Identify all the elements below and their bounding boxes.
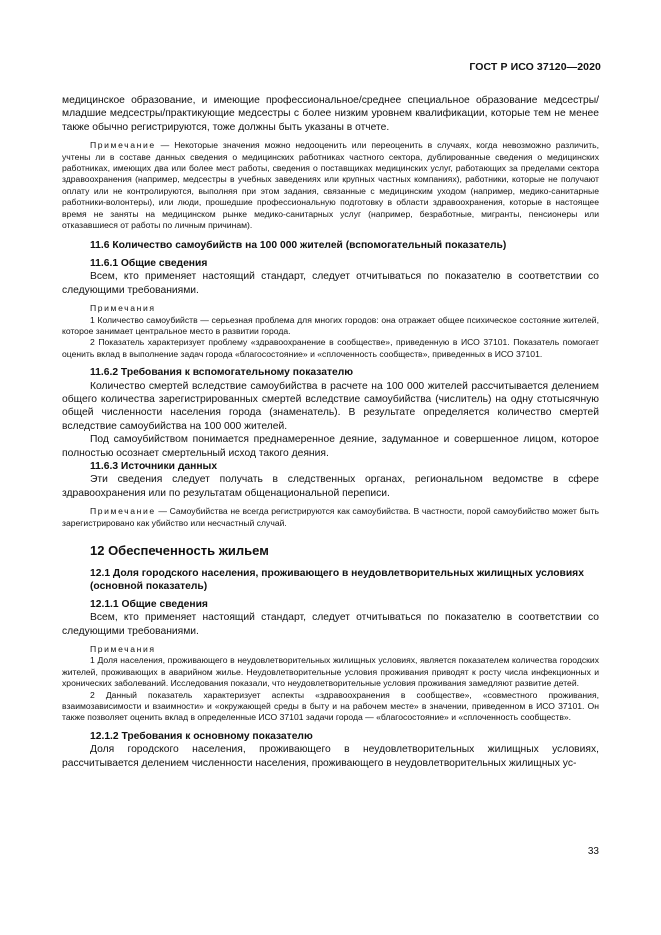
section-11-6-1-paragraph: Всем, кто применяет настоящий стандарт, следует отчитываться по показателю в соответствии со следующими требованиями.: [62, 271, 599, 296]
note-text: — Самоубийства не всегда регистрируются как самоубийства. В частности, порой самоубийство может быть зарегистрировано как убийство или несчастный случай.: [62, 506, 599, 528]
section-12-1-heading: 12.1 Доля городского населения, проживающего в неудовлетворительных жилищных условиях (основной показатель): [90, 568, 584, 593]
intro-paragraph: медицинское образование, и имеющие профессиональное/среднее специальное образование медсестры/младшие медсестры/практикующие медсестры с более низким уровнем квалификации, которые тем не менее также обычно регистрируются, тоже должны быть указаны в отчете.: [62, 95, 599, 133]
section-11-6-3-paragraph: Эти сведения следует получать в следственных органах, региональном ведомстве в сфере здравоохранения или по результатам общенациональной переписи.: [62, 474, 599, 499]
section-11-6-1-heading: 11.6.1 Общие сведения: [90, 257, 208, 269]
section-12-heading: 12 Обеспеченность жильем: [90, 543, 269, 558]
standard-header: ГОСТ Р ИСО 37120—2020: [469, 61, 601, 73]
note-label: Примечание: [90, 506, 156, 517]
notes-label: Примечания: [90, 303, 156, 314]
note-11-6-1-1: 1 Количество самоубийств — серьезная проблема для многих городов: она отражает общее психическое состояние жителей, которое занимает центральное место в развитии города.: [62, 314, 599, 336]
section-12-1-1-heading: 12.1.1 Общие сведения: [90, 598, 208, 610]
note-11-6-3: [62, 506, 599, 529]
page-number: 33: [587, 846, 599, 857]
note-label: Примечание: [90, 140, 156, 151]
note-11-6-1-2: 2 Показатель характеризует проблему «здравоохранение в сообществе», приведенную в ИСО 37101. Показатель помогает оценить вклад в выполнение задач города «благосостояние» и «сплоченность сообществ», приведенных в ИСО 37101.: [62, 337, 599, 359]
section-11-6-3-heading: 11.6.3 Источники данных: [90, 460, 218, 472]
section-11-6-2-heading: 11.6.2 Требования к вспомогательному показателю: [90, 367, 354, 379]
section-11-6-2-paragraph-2: Под самоубийством понимается преднамеренное деяние, задуманное и совершенное лицом, которое полностью осознает смертельный исход такого деяния.: [62, 434, 599, 459]
page-content: [62, 94, 599, 770]
section-12-1-1-paragraph: Всем, кто применяет настоящий стандарт, следует отчитываться по показателю в соответствии со следующими требованиями.: [62, 612, 599, 637]
note-text: — Некоторые значения можно недооценить или переоценить в случаях, когда невозможно различить, учтены ли в составе данных сведения о медицинских работниках частного сектора, дублированные сведения о медицинских работниках, имеющих два или более мест работы, сведения о поставщиках медицинских услуг, работающих за пределами сектора здравоохранения (например, медсестры в учебных заведениях или крупных частных компаниях), работники, которые не получают оплату или не контролируются, выполняя при этом задания, связанные с медицинским уходом (например, медико-санитарные работники-волонтеры), или люди, прошедшие профессиональную подготовку в области здравоохранения, которые в настоящее время не заняты на медицинском рынке медико-санитарных услуг (например, безработные, мигранты, пенсионеры или отказавшиеся от работы по личным причинам).: [62, 140, 599, 231]
notes-label: Примечания: [90, 644, 156, 655]
note-12-1-1-2: 2 Данный показатель характеризует аспекты «здравоохранения в сообществе», «совместного проживания, взаимозависимости и взаимности» и «окружающей среды в быту и на рабочем месте» в значении, приведенном в ИСО 37101. Он также позволяет оценить вклад в определенные ИСО 37101 задачи города — «благосостояние» и «сплоченность сообществ».: [62, 689, 599, 723]
section-12-1-2-heading: 12.1.2 Требования к основному показателю: [90, 730, 313, 742]
section-11-6-heading: 11.6 Количество самоубийств на 100 000 жителей (вспомогательный показатель): [90, 240, 507, 252]
note-health-workers: [62, 140, 599, 231]
section-12-1-2-paragraph: Доля городского населения, проживающего в неудовлетворительных жилищных условиях, рассчитывается делением численности населения, проживающего в неудовлетворительных жилищных ус-: [62, 744, 599, 769]
note-12-1-1-1: 1 Доля населения, проживающего в неудовлетворительных жилищных условиях, является показателем количества городских жителей, проживающих в аварийном жилье. Неудовлетворительные условия проживания приводят к росту числа инфекционных и хронических заболеваний. Исследования показали, что неудовлетворительные условия проживания замедляют развитие детей.: [62, 655, 599, 689]
section-11-6-2-paragraph-1: Количество смертей вследствие самоубийства в расчете на 100 000 жителей рассчитывается делением общего количества зарегистрированных смертей вследствие самоубийства (числитель) на одну стотысячную общей численности населения города (знаменатель). В результате определяется количество смертей вследствие самоубийства на 100 000 жителей.: [62, 380, 599, 432]
